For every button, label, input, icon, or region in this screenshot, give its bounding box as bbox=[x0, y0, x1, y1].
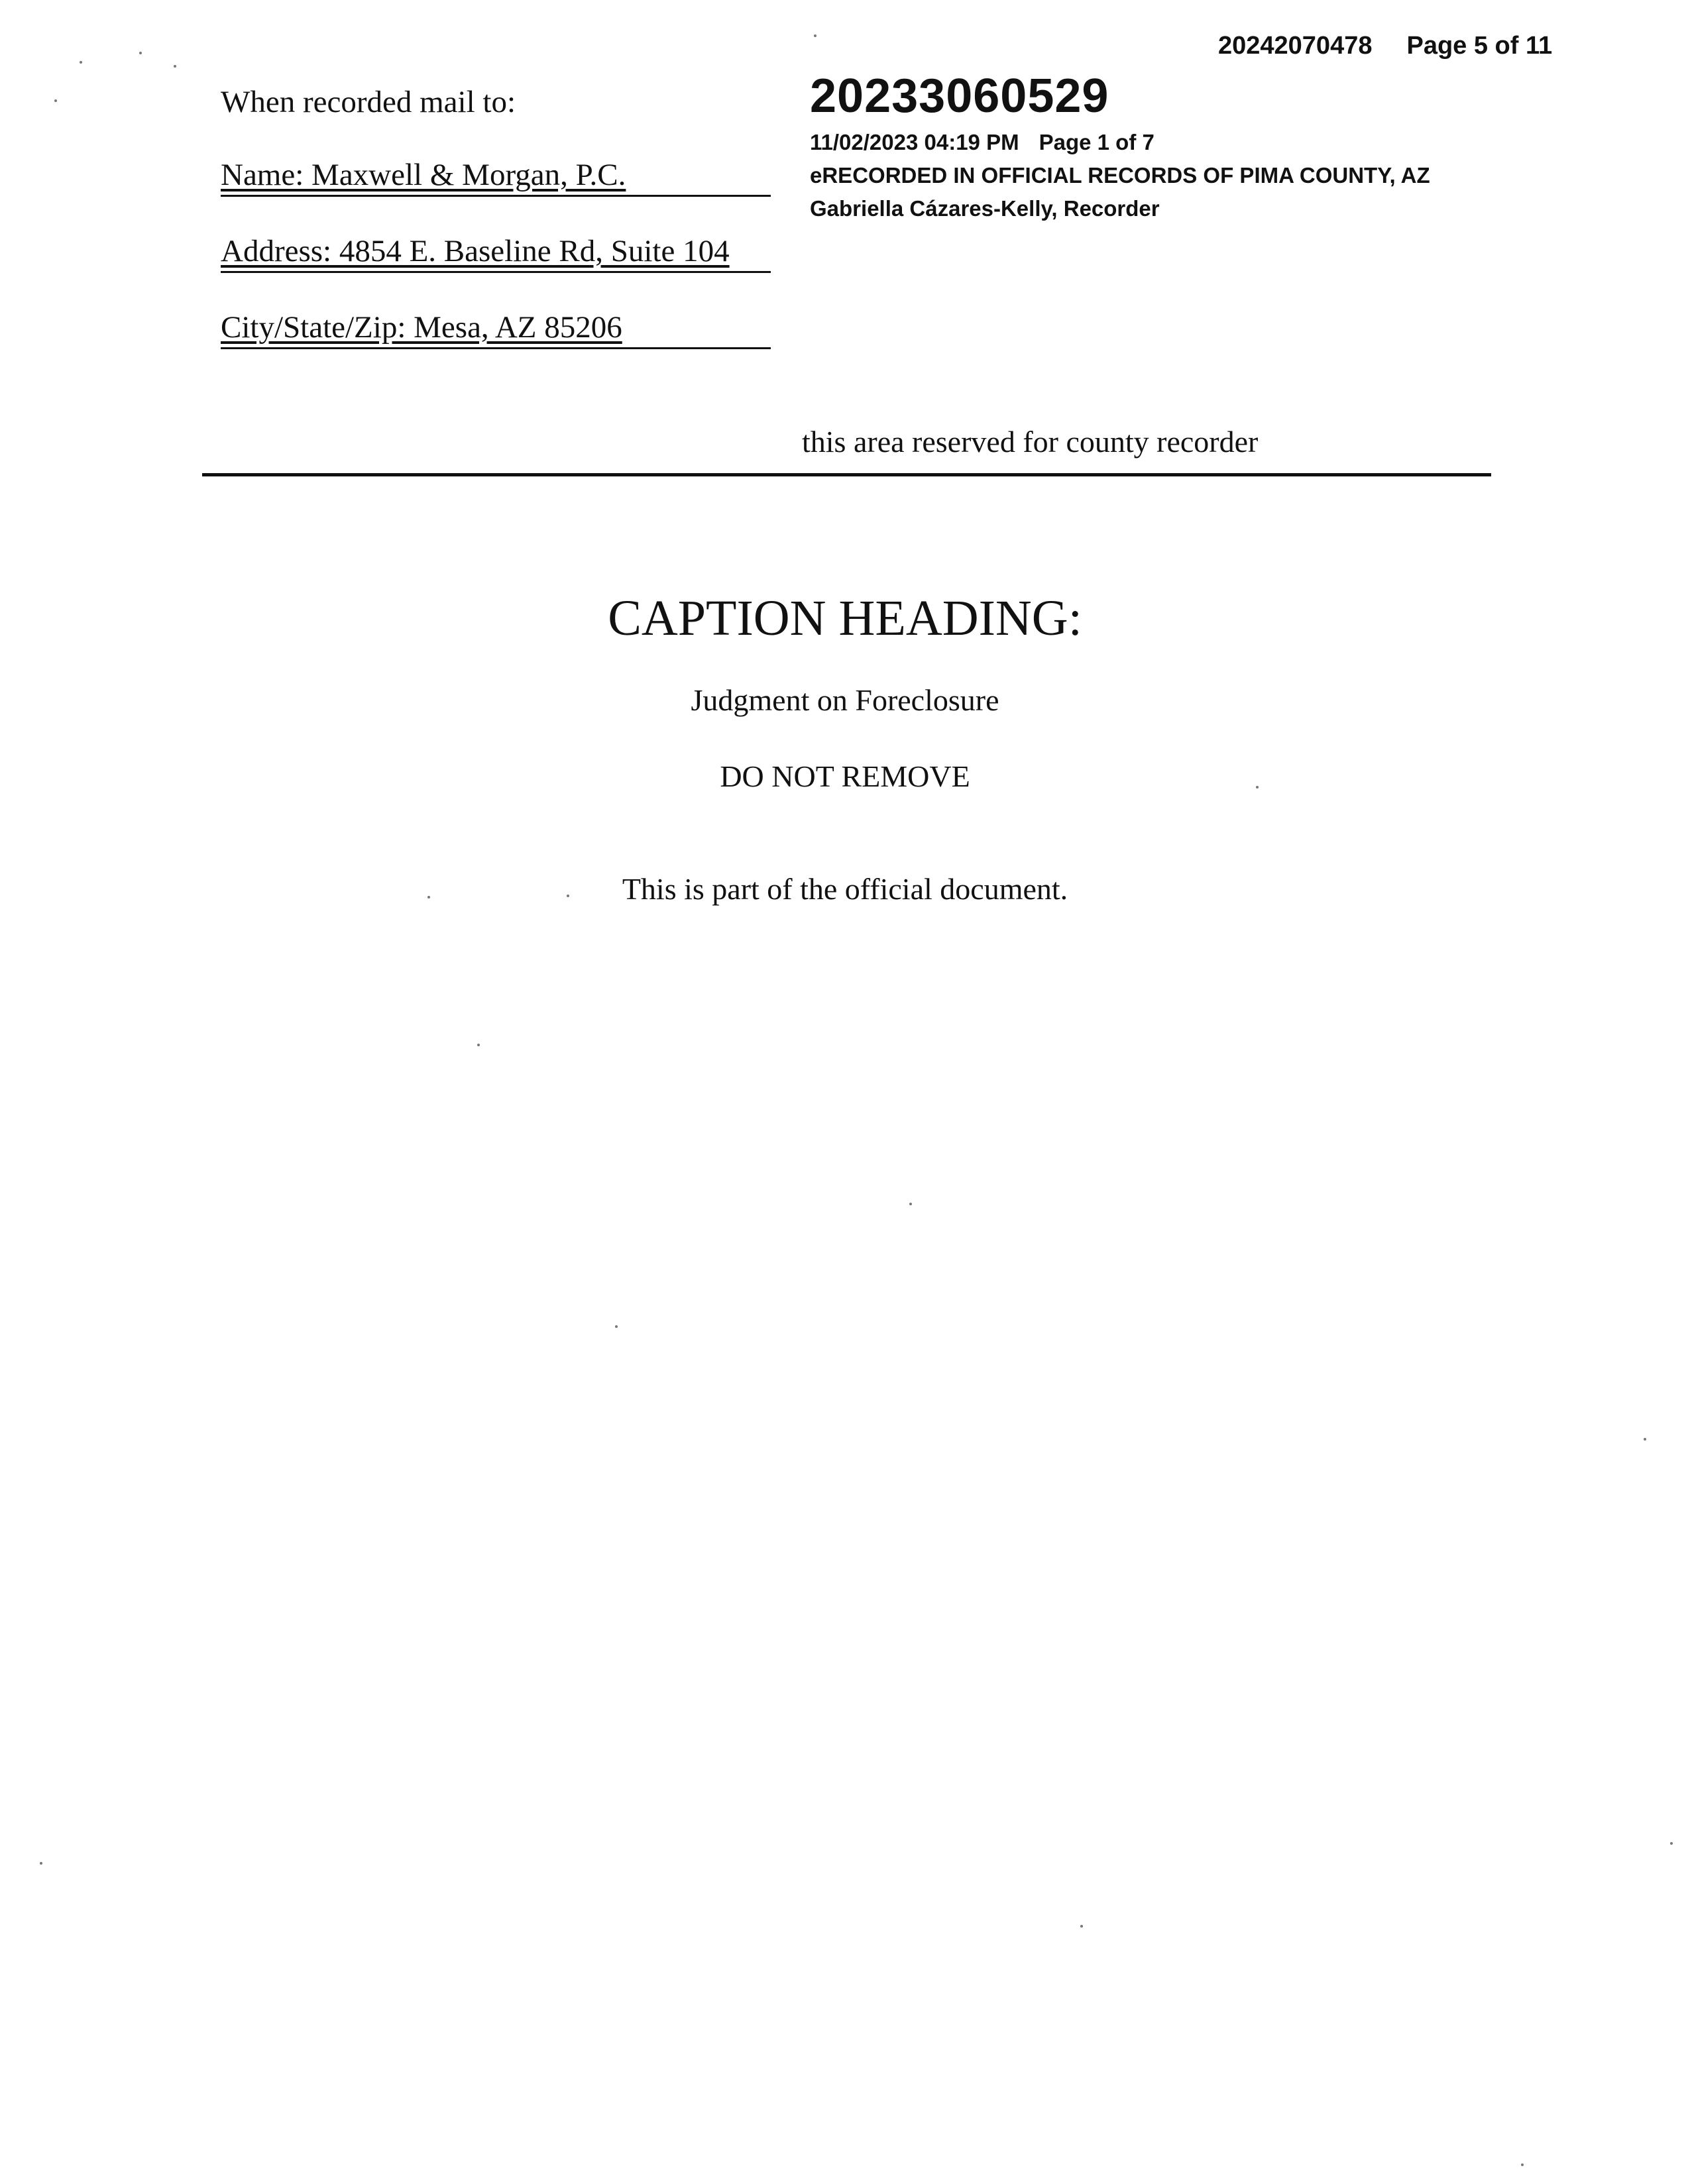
scan-speck bbox=[1256, 786, 1259, 789]
caption-heading: CAPTION HEADING: bbox=[608, 590, 1082, 646]
recording-datetime-line bbox=[810, 126, 1430, 159]
scan-speck bbox=[139, 52, 142, 54]
scan-speck bbox=[814, 34, 817, 37]
stamp-doc-number: 20242070478 bbox=[1218, 32, 1373, 60]
mail-to-name-text: Name: Maxwell & Morgan, P.C. bbox=[221, 158, 626, 192]
recording-office-line: eRECORDED IN OFFICIAL RECORDS OF PIMA COUNTY, AZ bbox=[810, 163, 1430, 188]
scan-speck bbox=[174, 65, 176, 68]
scan-speck bbox=[427, 896, 430, 899]
scan-speck bbox=[909, 1203, 912, 1205]
scan-speck bbox=[567, 895, 569, 897]
mail-to-heading: When recorded mail to: bbox=[221, 85, 516, 119]
recording-number: 20233060529 bbox=[810, 70, 1109, 123]
caption-note: This is part of the official document. bbox=[622, 872, 1068, 906]
top-stamp bbox=[1218, 32, 1552, 60]
scan-speck bbox=[54, 99, 57, 102]
scan-speck bbox=[40, 1862, 42, 1865]
scan-speck bbox=[477, 1044, 480, 1046]
recorder-name-line: Gabriella Cázares-Kelly, Recorder bbox=[810, 196, 1160, 221]
reserved-area-rule bbox=[202, 473, 1491, 476]
stamp-page-count: Page 5 of 11 bbox=[1406, 32, 1553, 60]
caption-subheading: Judgment on Foreclosure bbox=[691, 683, 999, 717]
caption-notice: DO NOT REMOVE bbox=[720, 759, 970, 793]
recording-datetime: 11/02/2023 04:19 PM bbox=[810, 130, 1019, 154]
mail-to-address-text: Address: 4854 E. Baseline Rd, Suite 104 bbox=[221, 234, 730, 268]
recording-page: Page 1 of 7 bbox=[1039, 130, 1155, 154]
scan-speck bbox=[1670, 1842, 1673, 1845]
mail-to-name bbox=[221, 155, 771, 197]
scan-speck bbox=[1644, 1438, 1646, 1441]
mail-to-city-state-zip bbox=[221, 307, 771, 349]
mail-to-address bbox=[221, 231, 771, 273]
scan-speck bbox=[1521, 2163, 1524, 2166]
scan-speck bbox=[615, 1325, 618, 1328]
scan-speck bbox=[1080, 1925, 1083, 1928]
mail-to-block bbox=[221, 82, 771, 345]
reserved-area-label: this area reserved for county recorder bbox=[802, 425, 1259, 459]
mail-to-city-state-zip-text: City/State/Zip: Mesa, AZ 85206 bbox=[221, 310, 622, 345]
scan-speck bbox=[80, 61, 82, 64]
recording-info bbox=[810, 66, 1430, 225]
